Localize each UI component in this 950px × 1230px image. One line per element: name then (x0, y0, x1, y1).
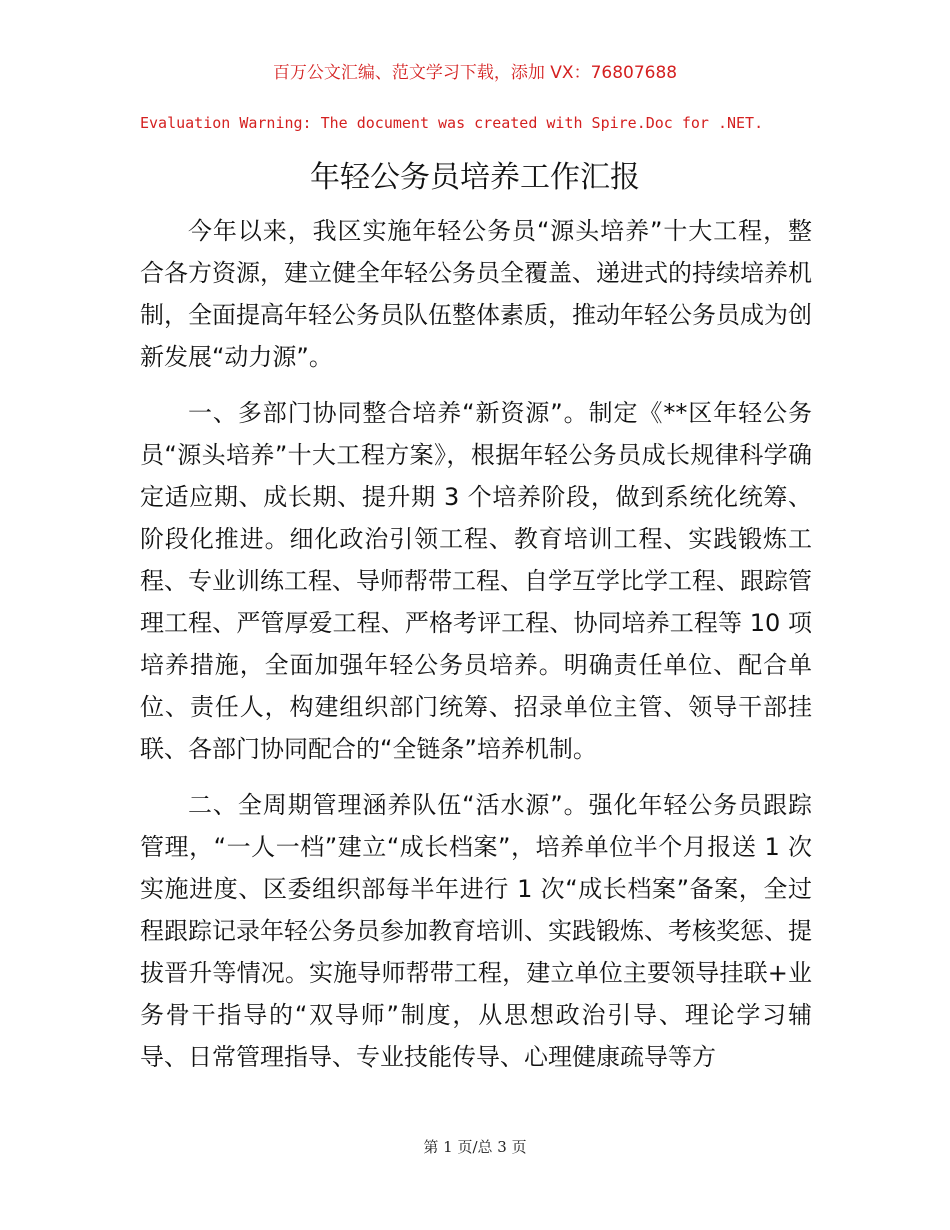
page-footer: 第 1 页/总 3 页 (423, 1138, 527, 1156)
paragraph-section-one: 一、多部门协同整合培养“新资源”。制定《**区年轻公务员“源头培养”十大工程方案》，根据年轻公务员成长规律科学确定适应期、成长期、提升期 3 个培养阶段，做到系统化统筹、阶段化推进。细化政治引领工程、教育培训工程、实践锻炼工程、专业训练工程、导师帮带工程、自学互学比学工程、跟踪管理工程、严管厚爱工程、严格考评工程、协同培养工程等 10 项培养措施，全面加强年轻公务员培养。明确责任单位、配合单位、责任人，构建组织部门统筹、招录单位主管、领导干部挂联、各部门协同配合的“全链条”培养机制。 (140, 399, 812, 763)
evaluation-warning: Evaluation Warning: The document was created with Spire.Doc for .NET. (140, 114, 764, 132)
header-banner: 百万公文汇编、范文学习下载，添加 VX：76807688 (272, 63, 678, 83)
document-body (140, 210, 812, 1078)
paragraph-section-two: 二、全周期管理涵养队伍“活水源”。强化年轻公务员跟踪管理，“一人一档”建立“成长档案”，培养单位半个月报送 1 次实施进度、区委组织部每半年进行 1 次“成长档案”备案，全过程跟踪记录年轻公务员参加教育培训、实践锻炼、考核奖惩、提拔晋升等情况。实施导师帮带工程，建立单位主要领导挂联+业务骨干指导的“双导师”制度，从思想政治引导、理论学习辅导、日常管理指导、专业技能传导、心理健康疏导等方 (140, 791, 812, 1071)
paragraph-intro: 今年以来，我区实施年轻公务员“源头培养”十大工程，整合各方资源，建立健全年轻公务员全覆盖、递进式的持续培养机制，全面提高年轻公务员队伍整体素质，推动年轻公务员成为创新发展“动力源”。 (140, 217, 812, 371)
document-title: 年轻公务员培养工作汇报 (310, 160, 640, 195)
